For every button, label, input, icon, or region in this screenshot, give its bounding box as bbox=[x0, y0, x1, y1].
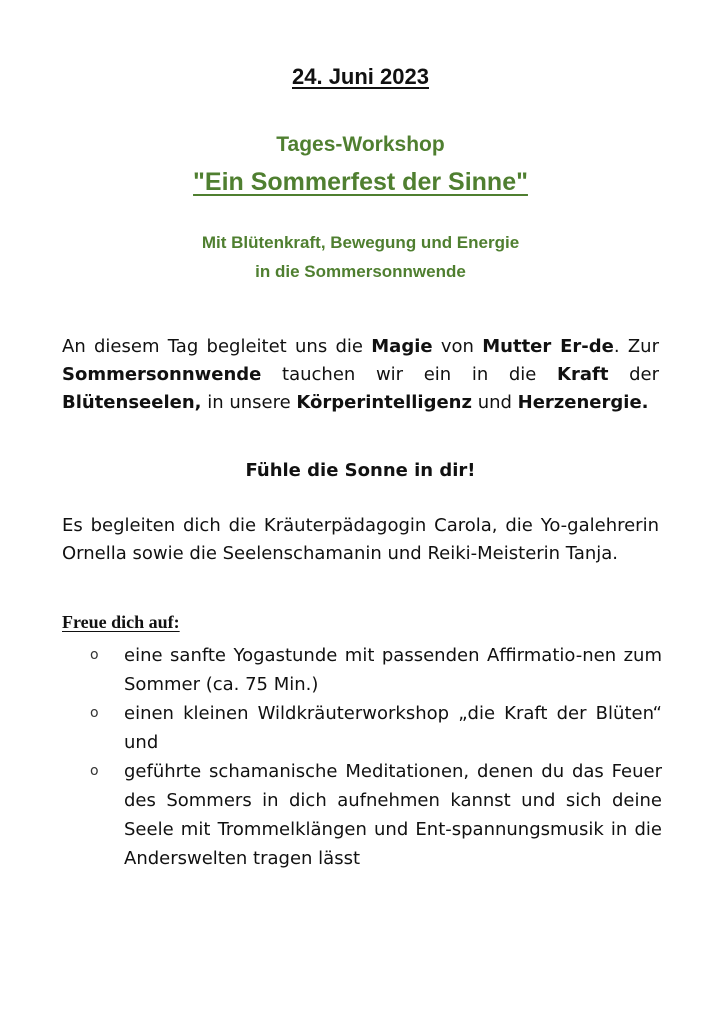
intro-emphasis: Körperintelligenz bbox=[296, 392, 472, 413]
list-item-text: einen kleinen Wildkräuterworkshop „die Kraft der Blüten“ und bbox=[124, 703, 662, 753]
intro-emphasis: Sommersonnwende bbox=[62, 364, 262, 385]
list-item-text: geführte schamanische Meditationen, denen du das Feuer des Sommers in dich aufnehmen kannst und sich deine Seele mit Trommelklängen und Ent-spannungsmusik in die Anderswelten tragen lässt bbox=[124, 761, 662, 869]
intro-emphasis: Herzenergie. bbox=[517, 392, 649, 413]
motto: Fühle die Sonne in dir! bbox=[245, 460, 476, 481]
intro-emphasis: Kraft bbox=[557, 364, 609, 385]
list-item bbox=[62, 699, 662, 757]
intro-text: An diesem Tag begleitet uns die bbox=[62, 336, 372, 357]
intro-paragraph bbox=[62, 333, 659, 417]
intro-emphasis: Blütenseelen, bbox=[62, 392, 202, 413]
intro-text: in unsere bbox=[201, 392, 297, 413]
intro-text: . Zur bbox=[613, 336, 659, 357]
list-item bbox=[62, 641, 662, 699]
intro-text: tauchen wir ein in die bbox=[261, 364, 558, 385]
intro-text: der bbox=[608, 364, 659, 385]
intro-text: und bbox=[471, 392, 518, 413]
event-date: 24. Juni 2023 bbox=[292, 64, 429, 89]
activity-list bbox=[62, 641, 662, 873]
circle-bullet-icon: o bbox=[90, 705, 99, 721]
workshop-type: Tages-Workshop bbox=[276, 133, 445, 156]
circle-bullet-icon: o bbox=[90, 763, 99, 779]
tagline-line-1: Mit Blütenkraft, Bewegung und Energie bbox=[201, 233, 520, 252]
guides-paragraph: Es begleiten dich die Kräuterpädagogin Carola, die Yo-galehrerin Ornella sowie die Seelenschamanin und Reiki-Meisterin Tanja. bbox=[62, 515, 659, 564]
workshop-title: "Ein Sommerfest der Sinne" bbox=[193, 168, 528, 196]
list-item bbox=[62, 757, 662, 873]
intro-emphasis: Mutter Er-de bbox=[482, 336, 614, 357]
intro-emphasis: Magie bbox=[371, 336, 433, 357]
list-heading: Freue dich auf: bbox=[62, 612, 180, 632]
tagline-line-2: in die Sommersonnwende bbox=[255, 262, 466, 281]
workshop-tagline bbox=[0, 228, 721, 286]
circle-bullet-icon: o bbox=[90, 647, 99, 663]
intro-text: von bbox=[432, 336, 483, 357]
list-item-text: eine sanfte Yogastunde mit passenden Affirmatio-nen zum Sommer (ca. 75 Min.) bbox=[124, 645, 662, 695]
